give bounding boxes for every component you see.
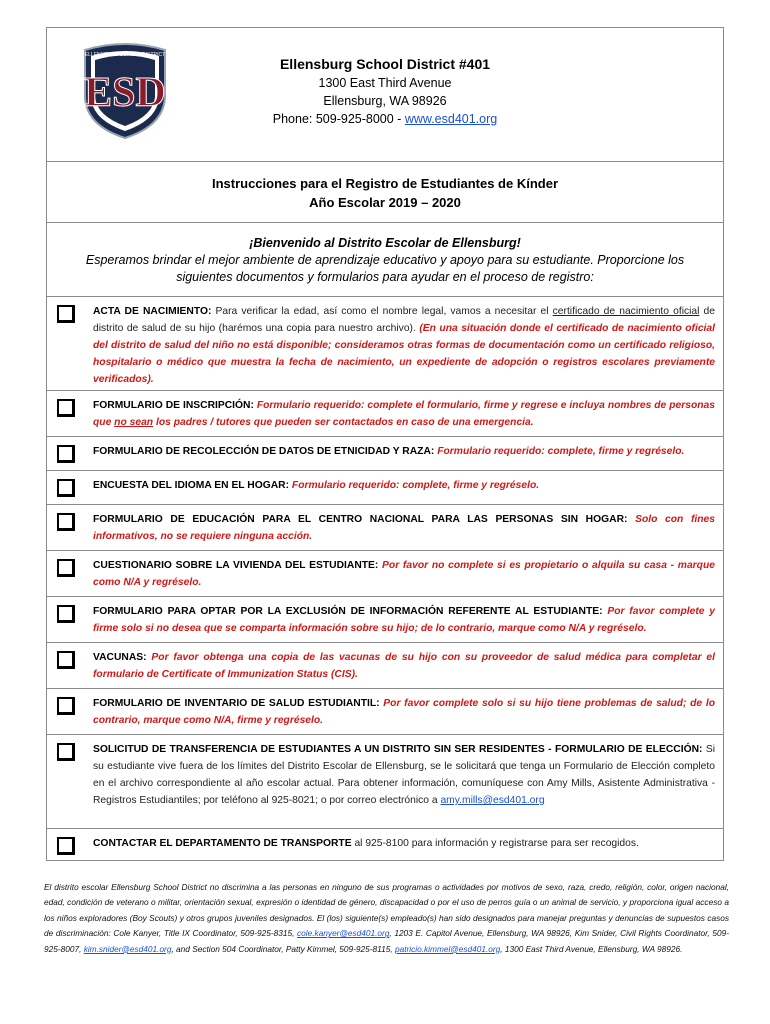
checkbox[interactable] (57, 445, 75, 463)
district-title: Ellensburg School District #401 (279, 56, 491, 72)
item-label: ACTA DE NACIMIENTO: (93, 306, 212, 317)
checkbox[interactable] (57, 305, 75, 323)
item-note: (En una situación donde el certificado de nacimiento oficial del distrito de salud del niño no está disponible; consideramos otras formas de documentación como un certificado religioso, hospitalario o médico que muestra la fecha de nacimiento, un expediente de adopción o registros escolares previamente verificados). (93, 323, 715, 385)
item-note: Solo con fines informativos, no se requiere ninguna acción. (93, 514, 716, 542)
checklist-item-ethnicity-form (47, 437, 723, 471)
item-label: CONTACTAR EL DEPARTAMENTO DE TRANSPORTE (93, 838, 352, 849)
item-note: los padres / tutores que pueden ser contactados en caso de una emergencia. (153, 417, 534, 428)
footer-email-link[interactable]: patricio.kimmel@esd401.org (394, 943, 501, 954)
checklist-item-transfer-request (47, 735, 723, 829)
nondiscrimination-footer (44, 880, 729, 957)
item-note: Por favor no complete si es propietario o alquila su casa - marque como N/A y regréselo. (93, 560, 715, 588)
welcome-line-3: siguientes documentos y formularios para ayudar en el proceso de registro: (176, 270, 594, 284)
welcome-heading: ¡Bienvenido al Distrito Escolar de Ellensburg! (249, 236, 521, 250)
registration-document (46, 27, 724, 861)
item-label: VACUNAS: (93, 652, 147, 663)
footer-text: , 1203 E. Capitol Avenue, Ellensburg, WA 98926, Kim Snider, Civil Rights Coordinator, 509-925-8007, (44, 928, 729, 954)
footer-email-link[interactable]: kim.snider@esd401.org (83, 943, 172, 954)
checkbox[interactable] (57, 837, 75, 855)
item-note: Por favor complete y firme solo si no desea que se comparta información sobre su hijo; de lo contrario, marque como N/A y regréselo. (93, 606, 716, 634)
checklist-item-enrollment-form (47, 391, 723, 437)
checkbox[interactable] (57, 651, 75, 669)
item-text: Si su estudiante vive fuera de los límites del Distrito Escolar de Ellensburg, se le solicitará que tenga un Formulario de Elección completo en el archivo correspondiente al año escolar actual. Para obtener información, comuníquese con Amy Mills, Asistente Administrativa - Registros Estudiantiles; por teléfono al 925-8021; o por correo electrónico a (93, 744, 715, 806)
checkbox[interactable] (57, 743, 75, 761)
instructions-title (47, 161, 723, 222)
item-note-underlined: no sean (114, 417, 154, 428)
footer-text: , 1300 East Third Avenue, Ellensburg, WA 98926. (500, 943, 683, 954)
address-line-1: 1300 East Third Avenue (318, 76, 452, 90)
checkbox[interactable] (57, 605, 75, 623)
item-text-underlined: certificado de nacimiento oficial (552, 306, 700, 317)
phone-text: Phone: 509-925-8000 - (272, 112, 405, 126)
instructions-line-2: Año Escolar 2019 – 2020 (309, 195, 461, 210)
item-label: ENCUESTA DEL IDIOMA EN EL HOGAR: (93, 480, 290, 491)
item-note: Formulario requerido: complete, firme y regréselo. (289, 480, 540, 491)
form-frame (46, 27, 724, 861)
logo-ring-text: ELLENSBURG SCHOOL DISTRICT (84, 52, 166, 58)
checklist-item-housing-questionnaire (47, 551, 723, 597)
item-note: Formulario requerido: complete, firme y regréselo. (434, 446, 685, 457)
item-note: Formulario requerido: complete el formulario, firme y regrese e incluya nombres de personas que (93, 400, 715, 428)
footer-text: El distrito escolar Ellensburg School District no discrimina a las personas en ninguno de sus programas o actividades por motivos de sexo, raza, credo, religión, color, origen nacional, edad, condición de veterano o militar, orientación sexual, expresión o identidad de género, discapacidad o por el uso de perros guía o un animal de servicio, y proporciona igual acceso a los niños exploradores (Boy Scouts) y otros grupos juveniles designados. El (los) siguiente(s) empleado(s) han sido designados para manejar preguntas y denuncias de supuestos casos de discriminación: Cole Kanyer, Title IX Coordinator, 509-925-8315, (44, 882, 729, 939)
item-label: FORMULARIO DE RECOLECCIÓN DE DATOS DE ETNICIDAD Y RAZA: (93, 446, 435, 457)
checklist-item-homeless-form (47, 505, 723, 551)
item-label: FORMULARIO DE INSCRIPCIÓN: (93, 400, 254, 411)
checkbox[interactable] (57, 479, 75, 497)
checkbox[interactable] (57, 559, 75, 577)
checkbox[interactable] (57, 399, 75, 417)
district-header (47, 28, 723, 161)
item-label: CUESTIONARIO SOBRE LA VIVIENDA DEL ESTUDIANTE: (93, 560, 379, 571)
checklist-item-birth-certificate (47, 297, 723, 391)
instructions-line-1: Instrucciones para el Registro de Estudiantes de Kínder (211, 176, 559, 191)
address-line-2: Ellensburg, WA 98926 (323, 94, 447, 108)
logo-letters: ESD (84, 70, 166, 116)
item-label: FORMULARIO DE INVENTARIO DE SALUD ESTUDIANTIL: (93, 698, 380, 709)
checklist-item-opt-out-form (47, 597, 723, 643)
welcome-line-2: Esperamos brindar el mejor ambiente de aprendizaje educativo y apoyo para su estudiante. Proporcione los (85, 253, 685, 267)
website-link[interactable]: www.esd401.org (404, 112, 498, 126)
item-text: Para verificar la edad, así como el nombre legal, vamos a necesitar el (211, 306, 553, 317)
item-note: Por favor complete solo si su hijo tiene problemas de salud; de lo contrario, marque como N/A, firme y regréselo. (93, 698, 715, 726)
checkbox[interactable] (57, 697, 75, 715)
checklist-item-vaccines (47, 643, 723, 689)
email-link[interactable]: amy.mills@esd401.org (440, 795, 545, 806)
district-address-block (47, 54, 723, 128)
welcome-message (47, 222, 723, 296)
item-label: FORMULARIO PARA OPTAR POR LA EXCLUSIÓN DE INFORMACIÓN REFERENTE AL ESTUDIANTE: (93, 606, 603, 617)
item-label: SOLICITUD DE TRANSFERENCIA DE ESTUDIANTES A UN DISTRITO SIN SER RESIDENTES - FORMULARIO DE ELECCIÓN: (93, 744, 703, 755)
phone-line (47, 110, 723, 128)
footer-text: , and Section 504 Coordinator, Patty Kimmel, 509-925-8115, (171, 943, 395, 954)
checklist-item-home-language (47, 471, 723, 505)
item-note: Por favor obtenga una copia de las vacunas de su hijo con su proveedor de salud médica para completar el formulario de Certificate of Immunization Status (CIS). (93, 652, 715, 680)
checklist (47, 296, 723, 860)
item-text: al 925-8100 para información y registrarse para ser recogidos. (351, 838, 639, 849)
item-text: de distrito de salud de su hijo (harémos una copia para nuestro archivo). (93, 306, 715, 334)
footer-email-link[interactable]: cole.kanyer@esd401.org (297, 928, 390, 939)
checkbox[interactable] (57, 513, 75, 531)
item-label: FORMULARIO DE EDUCACIÓN PARA EL CENTRO NACIONAL PARA LAS PERSONAS SIN HOGAR: (93, 514, 628, 525)
checklist-item-transportation (47, 829, 723, 860)
checklist-item-health-inventory (47, 689, 723, 735)
